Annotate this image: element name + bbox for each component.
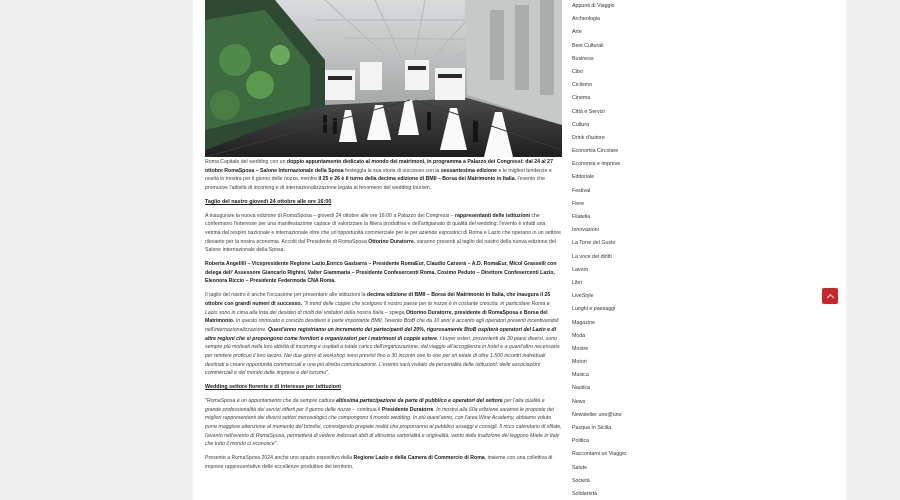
category-link[interactable]: Magazine <box>572 319 595 326</box>
text-run: , saranno presenti al taglio del nastro della nuova edizione del Salone internazionale della Sposa: <box>205 238 556 254</box>
text-run: decima edizione di BMII – Borsa dei Matrimonio in Italia, che inaugura il 25 ottobre con grandi numeri di successo. <box>205 292 551 307</box>
text-run: – continua il <box>351 406 382 413</box>
article-intro <box>205 158 562 193</box>
category-link[interactable]: La Torre del Gusto <box>572 240 616 247</box>
category-link[interactable]: Innovazioni <box>572 227 599 234</box>
text-run: e le migliori tendenze e novità in mostra per il giorno delle nozze, mentre <box>205 167 552 183</box>
category-link[interactable]: Luoghi e paesaggi <box>572 306 616 313</box>
category-link[interactable]: Città e Servizi <box>572 108 605 115</box>
article-quote <box>205 397 562 449</box>
text-run: Il taglio del nastro è anche l'occasione per presentare alle istituzioni la <box>205 292 367 299</box>
text-run: Presente a RomaSposa 2024 anche uno spazio espositivo della <box>205 455 354 462</box>
text-run: Presidente Duratorre <box>381 406 434 413</box>
category-link[interactable]: Cibo <box>572 68 583 75</box>
text-run: Roma Capitale del wedding con un <box>205 159 287 165</box>
category-link[interactable]: Appunti di Viaggio <box>572 3 615 9</box>
text-run: A inaugurare la nuova edizione di RomaSposa – giovedì 24 ottobre alle ore 16:00 a Palazzo dei Congressi – <box>205 212 456 219</box>
text-run: il 25 e 26 è il turno della decima edizione di BMII – Borsa dei Matrimonio in Italia. <box>318 176 517 183</box>
text-run: Quest'anno registriamo un incremento dei partecipanti del 20%, rigorosamente BtoB ospiterà operatori del Lazio e di altre regioni che si propongono come fornitori e organizzatori per i matrimoni di coppie estere <box>205 326 557 342</box>
category-link[interactable]: Musica <box>572 372 589 379</box>
category-link[interactable]: Salute <box>572 464 588 471</box>
article-guest-list <box>205 260 562 286</box>
category-link[interactable]: Arte <box>572 29 582 36</box>
category-link[interactable]: Fiere <box>572 200 585 207</box>
text-run: "Il trend delle coppie che scelgono il nostro paese per le nozze è in costante crescita: in particolare Roma e Lazio sono in cima alla lista dei desideri di molti dei visitatori della nostra Italia <box>205 300 550 316</box>
expo-hall-photo <box>205 0 562 157</box>
category-link[interactable]: Società <box>572 477 590 484</box>
category-link[interactable]: Lavoro <box>572 266 589 273</box>
category-link[interactable]: Editoriale <box>572 174 595 181</box>
text-run: Roberta Angelilli – Vicepresidente Regione Lazio,Enrico Gasbarra – Presidente RomaEur, Claudio Carserà – A.D. RomaEur, Micol Grasselli con delega dell' Assessore Giancarlo Righini, Valter Giammaria – Presidente Confesercenti Roma, Cosimo Peduto – Direttore Confesercenti Lazio, Eleonora Riccio – Presidente Federmoda CNA Roma. <box>205 261 557 285</box>
text-run: altissima partecipazione da parte di pubblico e operatori del settore <box>336 397 503 404</box>
right-panel <box>708 0 846 500</box>
category-link[interactable]: Economia Circolare <box>572 148 619 155</box>
text-run: Ottorino Duratorre <box>368 238 414 245</box>
article-paragraph <box>205 454 562 471</box>
text-run: sessantesima edizione <box>440 167 498 174</box>
article-paragraph <box>205 291 562 378</box>
article-body <box>205 158 562 477</box>
category-link[interactable]: Solidarietà <box>572 490 598 497</box>
category-link[interactable]: Newsletter uno@uno <box>572 411 622 418</box>
category-link[interactable]: Mostre <box>572 345 589 352</box>
category-link[interactable]: Raccontami un Viaggio <box>572 451 627 458</box>
category-link[interactable]: Ciclismo <box>572 82 593 89</box>
page-margin <box>846 0 900 500</box>
chevron-up-icon <box>826 293 833 300</box>
category-link[interactable]: News <box>572 398 586 405</box>
category-link[interactable]: Business <box>572 55 594 62</box>
text-run: "RomaSposa è un appuntamento che da sempre cattura <box>205 397 337 404</box>
back-to-top-button[interactable] <box>822 288 838 304</box>
category-link[interactable]: Beni Culturali <box>572 42 604 49</box>
category-link[interactable]: Libri <box>572 279 583 286</box>
category-link[interactable]: Filatelia <box>572 214 591 220</box>
category-sidebar <box>572 0 682 500</box>
text-run: . In mostra alla 60a edizione saranno le proposte dei migliori rappresentanti dei diversi settori merceologici che compongono il mondo wedding. In più quest'anno, con l'area Wine Academy, abbiamo voluto porre maggiore attenzione al momento del brindisi, coinvolgendo pregiate realtà che proporranno al pubblico assaggi e consigli. Il ricco calendario di sfilate, l'evento nell'evento di RomaSposa, permetterà di vedere indossati abiti di altissima sartorialità e originalità, vanto della tradizione del leggono Made in Italy che tutto il mondo ci riconosce". <box>205 406 562 448</box>
text-run: In questo rinnovato e crescito desiderio è parte importante BMII, l'evento BtoB che da 10 anni è accanto agli operatori presenti incentivandoli nell'internazionalizzazione. <box>205 318 559 333</box>
category-link[interactable]: Pasqua In Sicilia <box>572 425 612 431</box>
text-run: , insieme con una collettiva di imprese rappresentative delle eccellenze produttive del territorio. <box>205 455 553 470</box>
text-run: Regione Lazio e della Camera di Commercio di Roma <box>353 455 485 462</box>
text-run: . I buyer esteri, provenienti da 30 paesi diversi, sono sempre più motivati nella loro attività di incoming e ospitati a totale carico dell'organizzazione, dal viaggio all'accoglienza in hotel e a quant'altro necessario per rendere proficuo il loro lavoro. Nei due giorni di workshop sono previsti fino a 30 incontri one to one per un totale di oltre 1.500 incontri individuali destinati a creare opportunità commerciali e una più diretta comunicazione. L'evento sarà visitato da personalità delle istituzioni, delle associazioni commerciali e del mondo delle imprese e del turismo". <box>205 335 560 377</box>
category-link[interactable]: Festival <box>572 187 591 194</box>
article-paragraph <box>205 212 562 256</box>
subheading-ribbon-cutting: Taglio del nastro giovedì 24 ottobre alle ore 16:00 <box>205 198 332 205</box>
content-page <box>193 0 708 500</box>
subheading-wedding-sector: Wedding settore fiorente e di interesse per istituzioni <box>205 384 341 391</box>
category-link[interactable]: Archeologia <box>572 16 600 23</box>
text-run: festeggia la sua storia di successo con la <box>343 167 441 174</box>
category-link[interactable]: Politica <box>572 438 590 445</box>
category-list <box>572 0 682 500</box>
text-run: che confermano l'interesse per una manifestazione capace di valorizzare la filiera produttiva e dell'artigianato di qualità del wedding: l'evento è infatti una vetrina dal respiro nazionale e internazionale oltre che un'opportunità commerciale per le per aziende espositrici di Roma e Lazio che operano in un settore rilevante per la nostra economia. Accolti dal Presidente di RomaSposa <box>205 212 561 245</box>
category-link[interactable]: Motori <box>572 359 587 366</box>
text-run: rappresentanti delle istituzioni <box>455 212 530 219</box>
category-link[interactable]: Nautica <box>572 385 590 392</box>
hero-image <box>205 0 562 157</box>
text-run: doppio appuntamento dedicato al mondo dei matrimoni, in programma a Palazzo dei Congressi: dal 24 al 27 ottobre RomaSposa – Salone Internazionale della Sposa <box>205 159 553 174</box>
category-link[interactable]: LiveStyle <box>572 293 594 300</box>
category-link[interactable]: Cultura <box>572 121 590 128</box>
category-link[interactable]: Cinema <box>572 95 591 102</box>
category-link[interactable]: Drink d'autore <box>572 134 605 141</box>
category-link[interactable]: Economia e imprese <box>572 161 621 168</box>
text-run: l'evento che promuove l'attività di incoming e di internazionalizzazione legata al fenomeno del wedding tourism. <box>205 176 546 192</box>
category-link[interactable]: La voce dei diritti <box>572 253 612 260</box>
text-run: Ottorino Duratorre, presidente di RomaSposa e Borsa del Matrimonio. <box>205 309 548 325</box>
text-run: per l'alta qualità e grande professionalità dei servizi offerti per il giorno delle nozze <box>205 397 545 413</box>
category-link[interactable]: Moda <box>572 332 586 339</box>
text-run: – spiega <box>383 309 406 316</box>
